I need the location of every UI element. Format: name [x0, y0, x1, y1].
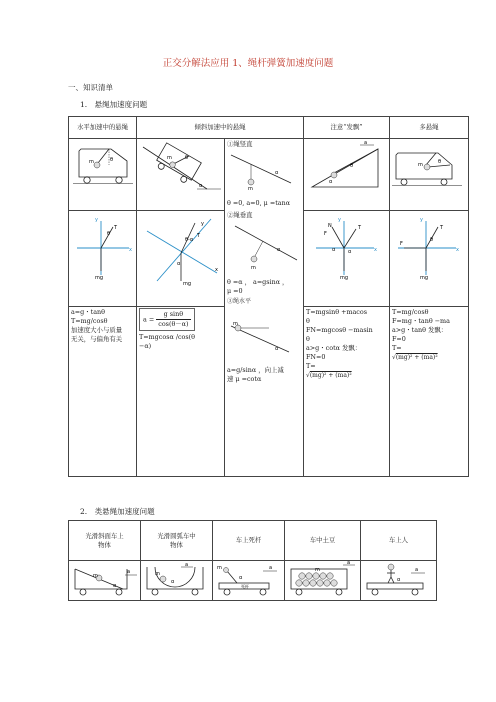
svg-text:a: a — [269, 565, 273, 571]
hanging-rope-table — [68, 116, 469, 477]
svg-text:y: y — [420, 217, 423, 223]
svg-text:x: x — [374, 247, 377, 253]
svg-text:m: m — [251, 265, 256, 271]
case-perpendicular-result: θ =α ， a=gsinα ， μ =0 — [227, 278, 289, 295]
svg-text:α: α — [177, 261, 181, 267]
svg-text:α: α — [113, 583, 117, 589]
svg-text:m: m — [315, 567, 320, 573]
formula-denominator: cos(θ－α) — [158, 320, 189, 328]
svg-text:a: a — [185, 562, 189, 568]
case-vertical-result: θ =0, a=0, μ =tanα — [227, 199, 291, 207]
horizontal-formulas: a=g・tanθ T=mg/cosθ 加速度大小与质量 无关，与偏角有关 — [71, 308, 123, 343]
svg-text:y: y — [201, 221, 204, 227]
case-vertical-label: ①绳竖直 — [227, 140, 253, 148]
subsection-heading-1: 1. 悬绳加速度问题 — [80, 100, 148, 109]
svg-text:α: α — [329, 179, 333, 185]
multi-formulas: T=mg/cosθ F=mg・tanθ −ma a>g・tanθ 发飘： F=0 T= — [392, 308, 450, 352]
svg-text:T: T — [197, 233, 201, 239]
svg-text:α: α — [397, 577, 401, 583]
float-sqrt-formula: √(mg)² + (ma)² — [306, 372, 352, 379]
svg-text:mg: mg — [95, 275, 104, 281]
svg-text:T: T — [114, 225, 118, 231]
svg-text:α: α — [275, 346, 279, 352]
incline-horizontal-rope-figure — [227, 306, 299, 362]
svg-text:m: m — [233, 321, 238, 327]
multi-sqrt-formula: √(mg)² + (ma)² — [392, 354, 438, 361]
svg-text:a: a — [127, 569, 131, 575]
svg-text:F: F — [400, 241, 403, 247]
svg-text:α: α — [199, 183, 203, 189]
svg-text:θ-α: θ-α — [185, 237, 194, 243]
svg-text:死杆: 死杆 — [241, 584, 249, 589]
svg-text:m: m — [93, 573, 98, 579]
svg-text:x: x — [129, 247, 132, 253]
svg-text:a: a — [364, 140, 368, 146]
svg-text:T: T — [440, 225, 444, 231]
header-person: 车上人 — [361, 521, 437, 561]
svg-text:mg: mg — [183, 281, 192, 287]
svg-text:m: m — [217, 565, 222, 571]
inclined-acceleration-formula — [139, 308, 195, 331]
svg-text:α: α — [275, 170, 279, 176]
smooth-arc-cart-figure — [141, 561, 213, 599]
svg-text:α: α — [239, 575, 243, 581]
horizontal-cart-figure — [69, 139, 137, 189]
svg-text:x: x — [456, 247, 459, 253]
svg-text:α: α — [348, 249, 352, 255]
float-formulas: T=mgsinθ +macos θ FN=mgcosθ −masin θ a>g・cotα 发飘： FN=0 T= — [306, 308, 373, 370]
header-smooth-arc: 光滑圆弧车中 物体 — [141, 521, 213, 561]
header-smooth-incline: 光滑斜面车上 物体 — [69, 521, 141, 561]
header-fixed-rod: 车上死杆 — [213, 521, 285, 561]
svg-text:m: m — [89, 159, 94, 165]
svg-text:θ: θ — [185, 155, 189, 161]
smooth-incline-cart-figure — [69, 561, 141, 599]
formula-lhs: a = — [143, 315, 155, 324]
case-perpendicular-label: ②绳垂直 — [227, 211, 253, 219]
inclined-force-diagram — [137, 211, 225, 291]
svg-text:θ: θ — [430, 237, 434, 243]
case-horizontal-result: a=g/sinα ，向上减 速 μ =cotα — [227, 366, 284, 383]
multi-force-diagram — [390, 211, 469, 287]
incline-vertical-rope-figure — [227, 149, 299, 191]
svg-text:a: a — [415, 567, 419, 573]
float-force-diagram — [304, 211, 390, 287]
header-inclined: 倾斜加速中的悬绳 — [137, 117, 304, 139]
svg-text:a: a — [347, 561, 351, 566]
person-cart-figure — [361, 561, 437, 599]
rope-like-table — [68, 520, 437, 601]
header-multi: 多悬绳 — [390, 117, 469, 139]
inclined-tension-formula: T=mgcosα /cos(θ −α) — [139, 333, 196, 350]
svg-text:α: α — [277, 247, 281, 253]
svg-text:y: y — [338, 217, 341, 223]
svg-text:θ: θ — [350, 163, 354, 169]
svg-text:θ: θ — [438, 159, 442, 165]
subsection-heading-2: 2. 类悬绳加速度问题 — [80, 507, 155, 516]
multi-rope-cart-figure — [390, 139, 469, 195]
incline-float-figure — [304, 139, 390, 195]
svg-text:x: x — [215, 267, 218, 273]
svg-text:m: m — [167, 155, 172, 161]
svg-text:y: y — [95, 217, 98, 223]
svg-text:m: m — [248, 186, 253, 191]
horizontal-force-diagram — [69, 211, 137, 287]
svg-text:N: N — [328, 223, 332, 229]
svg-text:T: T — [358, 225, 362, 231]
header-potato: 车中土豆 — [285, 521, 361, 561]
case-horizontal-label: ③绳水平 — [227, 298, 252, 305]
header-float: 注意“发飘” — [304, 117, 390, 139]
svg-text:θ: θ — [107, 231, 111, 237]
inclined-cart-figure — [137, 139, 225, 195]
incline-perpendicular-rope-figure — [227, 220, 299, 272]
svg-text:mg: mg — [420, 275, 429, 281]
section-heading: 一、知识清单 — [68, 83, 113, 92]
svg-text:m: m — [418, 162, 423, 168]
fixed-rod-cart-figure — [213, 561, 285, 599]
svg-text:F: F — [324, 231, 327, 237]
svg-text:α: α — [332, 247, 336, 253]
svg-text:α: α — [171, 579, 175, 585]
formula-numerator: g sinθ — [156, 310, 190, 320]
header-horizontal: 水平加速中的悬绳 — [69, 117, 137, 139]
potato-cart-figure — [285, 561, 361, 599]
svg-text:mg: mg — [340, 275, 349, 281]
svg-text:m: m — [155, 571, 160, 577]
page-title: 正交分解法应用 1、绳杆弹簧加速度问题 — [162, 58, 334, 69]
svg-text:θ: θ — [110, 157, 114, 163]
